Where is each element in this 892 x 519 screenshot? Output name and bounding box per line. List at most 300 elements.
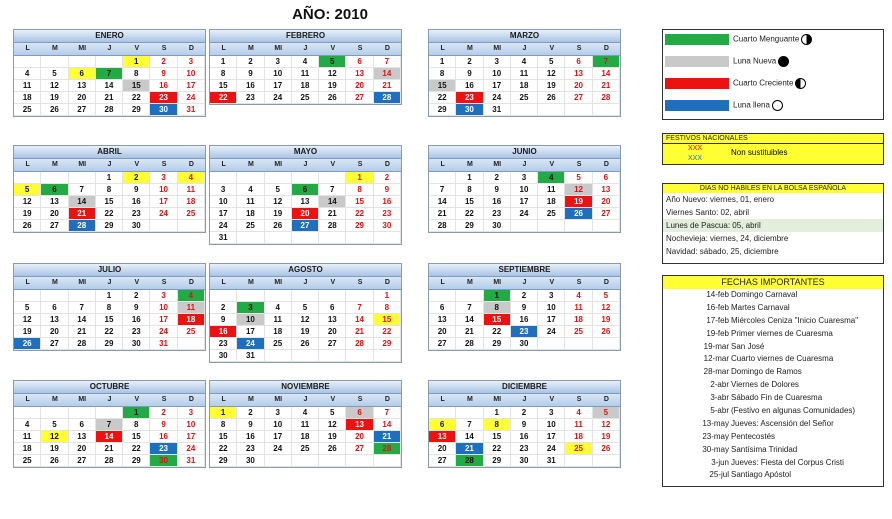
day-cell[interactable]: 4 [178, 172, 205, 184]
day-cell[interactable] [237, 172, 264, 184]
day-cell[interactable] [429, 290, 456, 302]
day-cell[interactable]: 4 [237, 184, 264, 196]
day-cell[interactable]: 29 [346, 220, 373, 232]
day-cell[interactable] [150, 220, 177, 232]
day-cell[interactable]: 21 [346, 326, 373, 338]
day-cell[interactable]: 17 [265, 80, 292, 92]
day-cell[interactable] [265, 232, 292, 244]
day-cell[interactable]: 27 [565, 92, 592, 104]
day-cell[interactable]: 22 [96, 208, 123, 220]
day-cell[interactable]: 11 [292, 68, 319, 80]
day-cell[interactable]: 9 [150, 68, 177, 80]
day-cell[interactable]: 31 [178, 455, 205, 467]
day-cell[interactable]: 31 [210, 232, 237, 244]
day-cell[interactable]: 16 [511, 431, 538, 443]
day-cell[interactable]: 8 [96, 302, 123, 314]
day-cell[interactable]: 19 [319, 431, 346, 443]
day-cell[interactable]: 24 [538, 326, 565, 338]
day-cell[interactable]: 24 [484, 92, 511, 104]
day-cell[interactable]: 29 [123, 455, 150, 467]
day-cell[interactable]: 20 [69, 443, 96, 455]
day-cell[interactable]: 15 [123, 431, 150, 443]
day-cell[interactable]: 18 [237, 208, 264, 220]
day-cell[interactable]: 12 [565, 184, 592, 196]
day-cell[interactable]: 1 [484, 407, 511, 419]
day-cell[interactable]: 19 [319, 80, 346, 92]
day-cell[interactable]: 25 [565, 326, 592, 338]
day-cell[interactable]: 27 [41, 220, 68, 232]
day-cell[interactable]: 20 [41, 326, 68, 338]
day-cell[interactable]: 3 [511, 172, 538, 184]
day-cell[interactable]: 13 [346, 419, 373, 431]
day-cell[interactable] [265, 172, 292, 184]
day-cell[interactable]: 29 [456, 220, 483, 232]
day-cell[interactable]: 19 [41, 443, 68, 455]
day-cell[interactable]: 16 [511, 314, 538, 326]
day-cell[interactable]: 13 [292, 196, 319, 208]
day-cell[interactable]: 22 [484, 443, 511, 455]
day-cell[interactable]: 20 [593, 196, 620, 208]
day-cell[interactable]: 30 [456, 104, 483, 116]
day-cell[interactable] [346, 232, 373, 244]
day-cell[interactable]: 7 [456, 419, 483, 431]
day-cell[interactable]: 30 [511, 455, 538, 467]
day-cell[interactable]: 17 [150, 196, 177, 208]
day-cell[interactable] [292, 232, 319, 244]
day-cell[interactable]: 25 [14, 455, 41, 467]
day-cell[interactable]: 2 [210, 302, 237, 314]
day-cell[interactable]: 14 [456, 431, 483, 443]
day-cell[interactable]: 11 [178, 302, 205, 314]
day-cell[interactable]: 14 [69, 314, 96, 326]
day-cell[interactable]: 16 [150, 80, 177, 92]
day-cell[interactable]: 12 [41, 431, 68, 443]
day-cell[interactable]: 6 [41, 184, 68, 196]
day-cell[interactable]: 1 [210, 56, 237, 68]
day-cell[interactable]: 24 [178, 92, 205, 104]
day-cell[interactable]: 15 [456, 196, 483, 208]
day-cell[interactable] [14, 290, 41, 302]
day-cell[interactable]: 19 [265, 208, 292, 220]
day-cell[interactable]: 26 [319, 92, 346, 104]
day-cell[interactable]: 13 [69, 80, 96, 92]
day-cell[interactable]: 19 [292, 326, 319, 338]
day-cell[interactable]: 21 [429, 208, 456, 220]
day-cell[interactable]: 2 [123, 172, 150, 184]
day-cell[interactable]: 18 [178, 196, 205, 208]
day-cell[interactable]: 30 [237, 455, 264, 467]
day-cell[interactable] [538, 338, 565, 350]
day-cell[interactable] [41, 407, 68, 419]
day-cell[interactable]: 20 [319, 326, 346, 338]
day-cell[interactable]: 20 [346, 431, 373, 443]
day-cell[interactable]: 13 [41, 314, 68, 326]
day-cell[interactable]: 1 [429, 56, 456, 68]
day-cell[interactable] [14, 172, 41, 184]
day-cell[interactable]: 10 [538, 419, 565, 431]
day-cell[interactable]: 1 [346, 172, 373, 184]
day-cell[interactable]: 6 [69, 68, 96, 80]
day-cell[interactable]: 8 [429, 68, 456, 80]
day-cell[interactable] [69, 172, 96, 184]
day-cell[interactable]: 4 [292, 56, 319, 68]
day-cell[interactable]: 5 [319, 407, 346, 419]
day-cell[interactable]: 16 [456, 80, 483, 92]
day-cell[interactable]: 16 [150, 431, 177, 443]
day-cell[interactable]: 30 [484, 220, 511, 232]
day-cell[interactable]: 8 [456, 184, 483, 196]
day-cell[interactable]: 11 [14, 431, 41, 443]
day-cell[interactable]: 3 [265, 56, 292, 68]
day-cell[interactable]: 24 [150, 208, 177, 220]
day-cell[interactable]: 12 [265, 196, 292, 208]
day-cell[interactable]: 30 [210, 350, 237, 362]
day-cell[interactable]: 11 [237, 196, 264, 208]
day-cell[interactable] [237, 290, 264, 302]
day-cell[interactable]: 3 [210, 184, 237, 196]
day-cell[interactable]: 10 [511, 184, 538, 196]
day-cell[interactable]: 25 [178, 326, 205, 338]
day-cell[interactable] [346, 455, 373, 467]
day-cell[interactable] [538, 220, 565, 232]
day-cell[interactable]: 11 [292, 419, 319, 431]
day-cell[interactable]: 18 [565, 431, 592, 443]
day-cell[interactable]: 7 [374, 407, 401, 419]
day-cell[interactable]: 11 [178, 184, 205, 196]
day-cell[interactable]: 8 [123, 68, 150, 80]
day-cell[interactable]: 5 [538, 56, 565, 68]
day-cell[interactable]: 13 [346, 68, 373, 80]
day-cell[interactable]: 16 [484, 196, 511, 208]
day-cell[interactable]: 8 [123, 419, 150, 431]
day-cell[interactable]: 21 [69, 326, 96, 338]
day-cell[interactable]: 12 [14, 196, 41, 208]
day-cell[interactable]: 23 [456, 92, 483, 104]
day-cell[interactable]: 20 [69, 92, 96, 104]
day-cell[interactable]: 23 [511, 326, 538, 338]
day-cell[interactable]: 12 [41, 80, 68, 92]
day-cell[interactable]: 6 [41, 302, 68, 314]
day-cell[interactable]: 3 [178, 407, 205, 419]
day-cell[interactable]: 19 [565, 196, 592, 208]
day-cell[interactable]: 12 [319, 68, 346, 80]
day-cell[interactable] [319, 232, 346, 244]
day-cell[interactable]: 2 [374, 172, 401, 184]
day-cell[interactable] [237, 232, 264, 244]
day-cell[interactable]: 16 [123, 196, 150, 208]
day-cell[interactable] [374, 232, 401, 244]
day-cell[interactable]: 29 [484, 338, 511, 350]
day-cell[interactable]: 8 [374, 302, 401, 314]
day-cell[interactable]: 2 [511, 407, 538, 419]
day-cell[interactable]: 23 [150, 443, 177, 455]
day-cell[interactable]: 24 [178, 443, 205, 455]
day-cell[interactable]: 7 [96, 419, 123, 431]
day-cell[interactable]: 6 [319, 302, 346, 314]
day-cell[interactable]: 1 [484, 290, 511, 302]
day-cell[interactable]: 1 [374, 290, 401, 302]
day-cell[interactable]: 1 [456, 172, 483, 184]
day-cell[interactable]: 5 [319, 56, 346, 68]
day-cell[interactable]: 11 [265, 314, 292, 326]
day-cell[interactable]: 25 [511, 92, 538, 104]
day-cell[interactable] [319, 350, 346, 362]
day-cell[interactable]: 28 [69, 220, 96, 232]
day-cell[interactable]: 10 [178, 419, 205, 431]
day-cell[interactable]: 18 [14, 92, 41, 104]
day-cell[interactable]: 25 [565, 443, 592, 455]
day-cell[interactable] [178, 220, 205, 232]
day-cell[interactable] [69, 56, 96, 68]
day-cell[interactable]: 7 [69, 184, 96, 196]
day-cell[interactable]: 31 [150, 338, 177, 350]
day-cell[interactable]: 18 [565, 314, 592, 326]
day-cell[interactable] [14, 56, 41, 68]
day-cell[interactable]: 11 [565, 419, 592, 431]
day-cell[interactable]: 14 [429, 196, 456, 208]
day-cell[interactable] [41, 172, 68, 184]
day-cell[interactable]: 3 [150, 290, 177, 302]
day-cell[interactable]: 21 [319, 208, 346, 220]
day-cell[interactable]: 6 [593, 172, 620, 184]
day-cell[interactable]: 15 [484, 431, 511, 443]
day-cell[interactable]: 30 [374, 220, 401, 232]
day-cell[interactable]: 17 [150, 314, 177, 326]
day-cell[interactable]: 14 [96, 431, 123, 443]
day-cell[interactable]: 17 [265, 431, 292, 443]
day-cell[interactable]: 29 [210, 455, 237, 467]
day-cell[interactable]: 28 [429, 220, 456, 232]
day-cell[interactable] [565, 455, 592, 467]
day-cell[interactable]: 10 [237, 314, 264, 326]
day-cell[interactable] [319, 172, 346, 184]
day-cell[interactable]: 16 [123, 314, 150, 326]
day-cell[interactable]: 29 [374, 338, 401, 350]
day-cell[interactable]: 2 [237, 56, 264, 68]
day-cell[interactable]: 16 [237, 431, 264, 443]
day-cell[interactable]: 7 [593, 56, 620, 68]
day-cell[interactable]: 9 [123, 302, 150, 314]
day-cell[interactable]: 28 [593, 92, 620, 104]
day-cell[interactable]: 17 [178, 431, 205, 443]
day-cell[interactable]: 27 [429, 455, 456, 467]
day-cell[interactable]: 27 [593, 208, 620, 220]
day-cell[interactable]: 19 [538, 80, 565, 92]
day-cell[interactable]: 20 [429, 443, 456, 455]
day-cell[interactable]: 3 [538, 407, 565, 419]
day-cell[interactable]: 26 [292, 338, 319, 350]
day-cell[interactable]: 30 [511, 338, 538, 350]
day-cell[interactable]: 4 [178, 290, 205, 302]
day-cell[interactable]: 11 [538, 184, 565, 196]
day-cell[interactable]: 14 [593, 68, 620, 80]
day-cell[interactable]: 30 [123, 220, 150, 232]
day-cell[interactable]: 26 [14, 338, 41, 350]
day-cell[interactable]: 23 [484, 208, 511, 220]
day-cell[interactable]: 14 [96, 80, 123, 92]
day-cell[interactable]: 21 [96, 92, 123, 104]
day-cell[interactable]: 19 [14, 208, 41, 220]
day-cell[interactable]: 5 [292, 302, 319, 314]
day-cell[interactable]: 24 [150, 326, 177, 338]
day-cell[interactable]: 29 [484, 455, 511, 467]
day-cell[interactable]: 6 [292, 184, 319, 196]
day-cell[interactable]: 2 [150, 407, 177, 419]
day-cell[interactable]: 20 [41, 208, 68, 220]
day-cell[interactable]: 4 [565, 407, 592, 419]
day-cell[interactable]: 23 [374, 208, 401, 220]
day-cell[interactable]: 14 [374, 419, 401, 431]
day-cell[interactable]: 9 [237, 68, 264, 80]
day-cell[interactable]: 16 [237, 80, 264, 92]
day-cell[interactable]: 17 [237, 326, 264, 338]
day-cell[interactable]: 1 [123, 56, 150, 68]
day-cell[interactable]: 26 [14, 220, 41, 232]
day-cell[interactable]: 10 [538, 302, 565, 314]
day-cell[interactable]: 28 [319, 220, 346, 232]
day-cell[interactable]: 14 [319, 196, 346, 208]
day-cell[interactable]: 4 [565, 290, 592, 302]
day-cell[interactable]: 26 [593, 443, 620, 455]
day-cell[interactable]: 29 [96, 338, 123, 350]
day-cell[interactable]: 30 [123, 338, 150, 350]
day-cell[interactable] [456, 290, 483, 302]
day-cell[interactable] [346, 290, 373, 302]
day-cell[interactable]: 26 [41, 455, 68, 467]
day-cell[interactable]: 3 [538, 290, 565, 302]
day-cell[interactable] [265, 350, 292, 362]
day-cell[interactable]: 3 [178, 56, 205, 68]
day-cell[interactable]: 20 [346, 80, 373, 92]
day-cell[interactable]: 20 [429, 326, 456, 338]
day-cell[interactable]: 28 [374, 443, 401, 455]
day-cell[interactable]: 18 [178, 314, 205, 326]
day-cell[interactable]: 6 [429, 419, 456, 431]
day-cell[interactable]: 26 [265, 220, 292, 232]
day-cell[interactable] [374, 350, 401, 362]
day-cell[interactable]: 28 [96, 455, 123, 467]
day-cell[interactable]: 27 [429, 338, 456, 350]
day-cell[interactable]: 28 [456, 455, 483, 467]
day-cell[interactable]: 28 [69, 338, 96, 350]
day-cell[interactable]: 3 [265, 407, 292, 419]
day-cell[interactable]: 24 [511, 208, 538, 220]
day-cell[interactable]: 9 [511, 419, 538, 431]
day-cell[interactable]: 12 [593, 302, 620, 314]
day-cell[interactable]: 5 [593, 290, 620, 302]
day-cell[interactable]: 28 [96, 104, 123, 116]
day-cell[interactable]: 10 [265, 68, 292, 80]
day-cell[interactable]: 1 [123, 407, 150, 419]
day-cell[interactable]: 5 [14, 302, 41, 314]
day-cell[interactable] [511, 104, 538, 116]
day-cell[interactable]: 18 [292, 80, 319, 92]
day-cell[interactable]: 19 [593, 314, 620, 326]
day-cell[interactable]: 31 [178, 104, 205, 116]
day-cell[interactable]: 8 [210, 68, 237, 80]
day-cell[interactable] [210, 290, 237, 302]
day-cell[interactable]: 28 [456, 338, 483, 350]
day-cell[interactable]: 10 [265, 419, 292, 431]
day-cell[interactable] [96, 56, 123, 68]
day-cell[interactable]: 16 [374, 196, 401, 208]
day-cell[interactable] [346, 350, 373, 362]
day-cell[interactable]: 22 [210, 443, 237, 455]
day-cell[interactable]: 23 [237, 443, 264, 455]
day-cell[interactable]: 13 [429, 431, 456, 443]
day-cell[interactable]: 3 [484, 56, 511, 68]
day-cell[interactable]: 17 [484, 80, 511, 92]
day-cell[interactable]: 24 [210, 220, 237, 232]
day-cell[interactable]: 24 [265, 92, 292, 104]
day-cell[interactable]: 11 [511, 68, 538, 80]
day-cell[interactable]: 25 [292, 443, 319, 455]
day-cell[interactable] [429, 407, 456, 419]
day-cell[interactable]: 21 [456, 326, 483, 338]
day-cell[interactable] [178, 338, 205, 350]
day-cell[interactable] [319, 455, 346, 467]
day-cell[interactable] [456, 407, 483, 419]
day-cell[interactable]: 2 [150, 56, 177, 68]
day-cell[interactable]: 15 [484, 314, 511, 326]
day-cell[interactable]: 5 [14, 184, 41, 196]
day-cell[interactable]: 7 [456, 302, 483, 314]
day-cell[interactable]: 23 [123, 326, 150, 338]
day-cell[interactable]: 21 [374, 431, 401, 443]
day-cell[interactable]: 17 [210, 208, 237, 220]
day-cell[interactable]: 22 [374, 326, 401, 338]
day-cell[interactable]: 12 [14, 314, 41, 326]
day-cell[interactable]: 8 [346, 184, 373, 196]
day-cell[interactable]: 23 [123, 208, 150, 220]
day-cell[interactable]: 17 [178, 80, 205, 92]
day-cell[interactable]: 29 [96, 220, 123, 232]
day-cell[interactable]: 15 [210, 80, 237, 92]
day-cell[interactable]: 10 [150, 302, 177, 314]
day-cell[interactable]: 8 [484, 302, 511, 314]
day-cell[interactable]: 27 [69, 104, 96, 116]
day-cell[interactable]: 1 [96, 172, 123, 184]
day-cell[interactable]: 15 [429, 80, 456, 92]
day-cell[interactable]: 4 [292, 407, 319, 419]
day-cell[interactable]: 6 [346, 56, 373, 68]
day-cell[interactable]: 24 [265, 443, 292, 455]
day-cell[interactable]: 18 [292, 431, 319, 443]
day-cell[interactable]: 2 [237, 407, 264, 419]
day-cell[interactable]: 4 [511, 56, 538, 68]
day-cell[interactable] [292, 172, 319, 184]
day-cell[interactable]: 9 [484, 184, 511, 196]
day-cell[interactable]: 18 [265, 326, 292, 338]
day-cell[interactable] [593, 455, 620, 467]
day-cell[interactable]: 25 [178, 208, 205, 220]
day-cell[interactable]: 22 [429, 92, 456, 104]
day-cell[interactable]: 23 [210, 338, 237, 350]
day-cell[interactable]: 27 [346, 443, 373, 455]
day-cell[interactable]: 29 [429, 104, 456, 116]
day-cell[interactable]: 23 [511, 443, 538, 455]
day-cell[interactable]: 31 [484, 104, 511, 116]
day-cell[interactable]: 25 [237, 220, 264, 232]
day-cell[interactable] [292, 455, 319, 467]
day-cell[interactable]: 21 [593, 80, 620, 92]
day-cell[interactable]: 26 [41, 104, 68, 116]
day-cell[interactable]: 5 [41, 68, 68, 80]
day-cell[interactable]: 9 [123, 184, 150, 196]
day-cell[interactable]: 12 [319, 419, 346, 431]
day-cell[interactable]: 30 [150, 104, 177, 116]
day-cell[interactable]: 22 [123, 443, 150, 455]
